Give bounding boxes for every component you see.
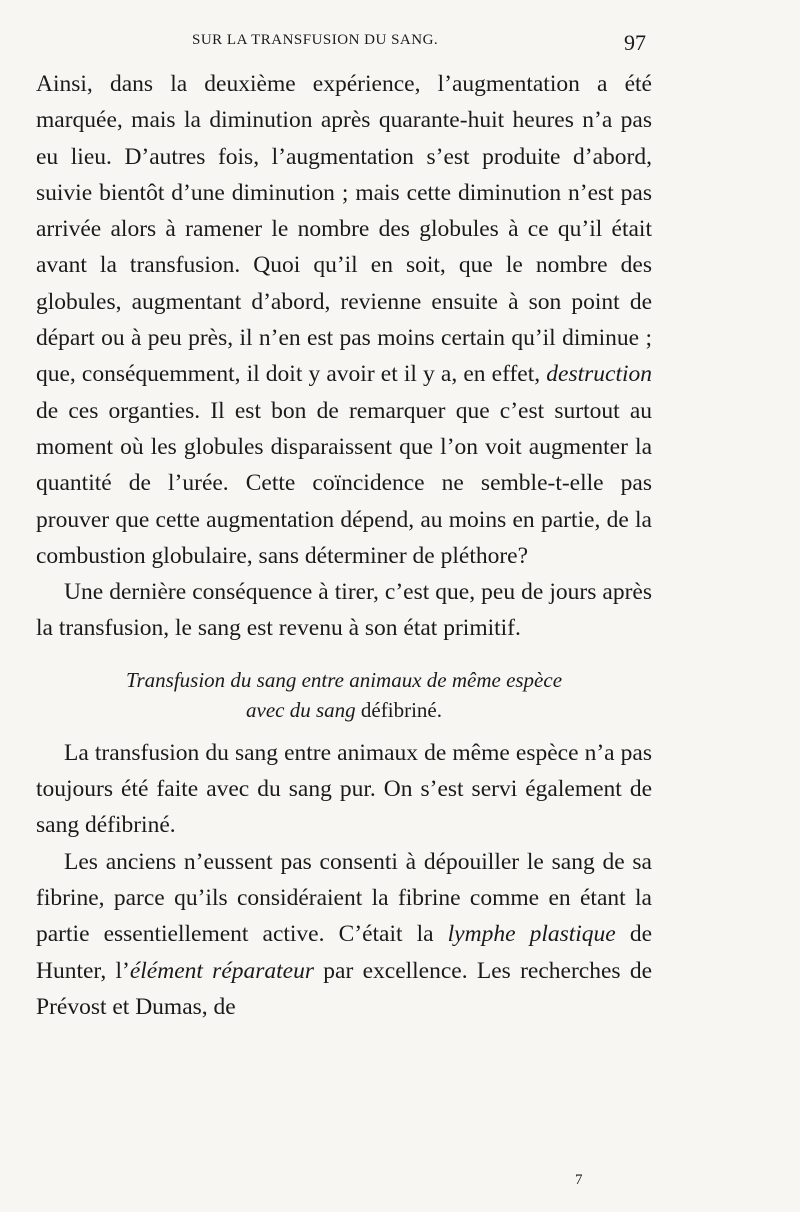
paragraph-4-text-c: par excellence. Les recherches de Prévost et Dumas, de	[36, 957, 652, 1020]
paragraph-4-text-a: Les anciens n’eussent pas consenti à dépouiller le sang de sa fibrine, parce qu’ils considéraient la fibrine comme en étant la partie essentiellement active. C’était la	[36, 848, 652, 948]
paragraph-1-italic: destruction	[546, 361, 653, 388]
section-heading-roman: défibriné.	[360, 697, 442, 722]
signature-mark: 7	[575, 1172, 583, 1188]
section-heading-italic-1: Transfusion du sang entre animaux de même espèce	[125, 667, 563, 692]
section-heading	[36, 665, 652, 725]
running-head: SUR LA TRANSFUSION DU SANG.	[192, 32, 439, 48]
section-heading-italic-2: avec du sang	[246, 697, 356, 722]
paragraph-4	[36, 844, 652, 1025]
paragraph-4-italic-2: élément réparateur	[129, 957, 315, 984]
paragraph-2: Une dernière conséquence à tirer, c’est que, peu de jours après la transfusion, le sang est revenu à son état primitif.	[36, 579, 652, 642]
page-number: 97	[624, 30, 646, 55]
section-heading-line-2	[36, 695, 652, 725]
paragraph-1-text: Ainsi, dans la deuxième expérience, l’augmentation a été marquée, mais la diminution après quarante-huit heures n’a pas eu lieu. D’autres fois, l’augmentation s’est produite d’abord, suivie bientôt d’une diminution ; mais cette diminution n’est pas arrivée alors à ramener le nombre des globules à ce qu’il était avant la transfusion. Quoi qu’il en soit, que le nombre des globules, augmentant d’abord, revienne ensuite à son point de départ ou à peu près, il n’en est pas moins certain qu’il diminue ; que, conséquemment, il doit y avoir et il y a, en effet,	[36, 71, 652, 388]
section-heading-line-1	[36, 665, 652, 695]
paragraph-1	[36, 66, 652, 574]
paragraph-4-italic-1: lymphe plastique	[447, 921, 616, 948]
paragraph-1-continuation: de ces organties. Il est bon de remarquer que c’est surtout au moment où les globules disparaissent que l’on voit augmenter la quantité de l’urée. Cette coïncidence ne semble-t-elle pas prouver que cette augmentation dépend, au moins en partie, de la combustion globulaire, sans déterminer de pléthore?	[36, 397, 652, 569]
paragraph-3: La transfusion du sang entre animaux de même espèce n’a pas toujours été faite avec du sang pur. On s’est servi également de sang défibriné.	[36, 739, 652, 839]
body-text	[36, 66, 652, 1025]
paragraph-4-text-b: de Hunter, l’	[36, 921, 653, 984]
